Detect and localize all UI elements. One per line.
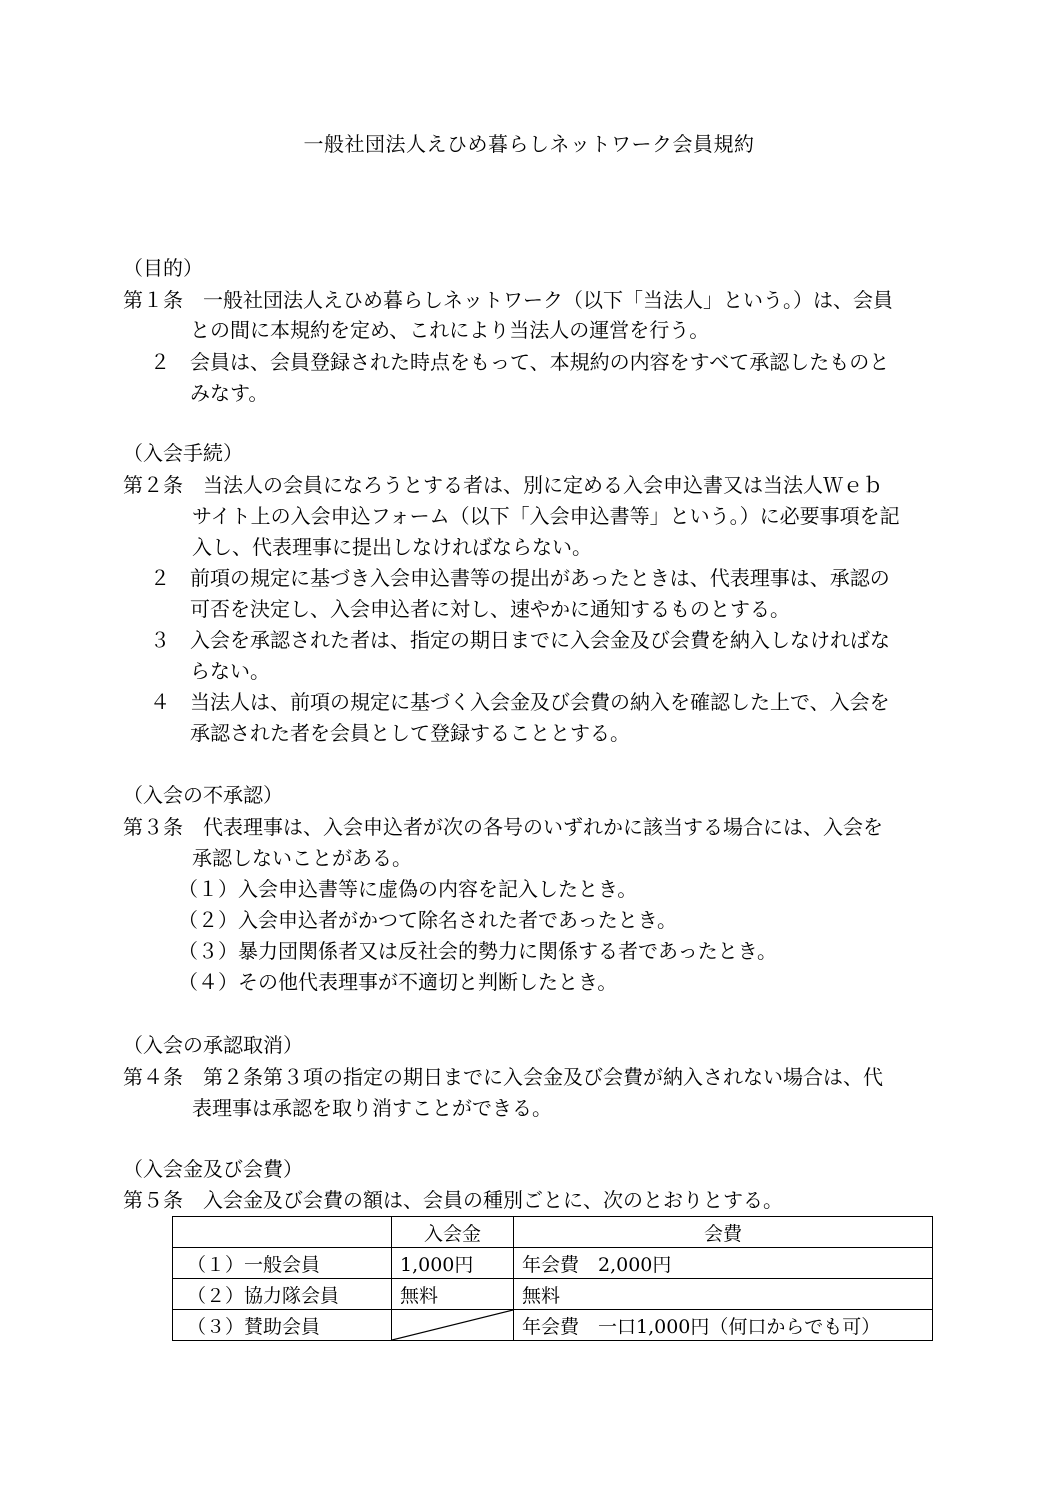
article-3-item-2: （２）入会申込者がかつて除名された者であったとき。 [178,908,677,932]
article-3-item-4: （４）その他代表理事が不適切と判断したとき。 [178,970,618,994]
entry-fee-cell: 1,000円 [392,1248,514,1279]
member-type-cell: （２）協力隊会員 [173,1279,392,1310]
table-row [173,1248,933,1279]
article-3-item-1: （１）入会申込書等に虚偽の内容を記入したとき。 [178,877,638,901]
article-2-para-3-number: ３ [150,628,170,652]
annual-fee-cell: 年会費 2,000円 [514,1248,933,1279]
article-3-item-3: （３）暴力団関係者又は反社会的勢力に関係する者であったとき。 [178,939,777,963]
fee-table-header-entry-fee: 入会金 [392,1217,514,1248]
member-type-cell: （１）一般会員 [173,1248,392,1279]
article-3-line-1: 第３条 代表理事は、入会申込者が次の各号のいずれかに該当する場合には、入会を [123,815,883,839]
article-5-heading: （入会金及び会費） [123,1157,303,1181]
not-applicable-diagonal-cell [392,1310,514,1341]
article-2-para-2-line-2: 可否を決定し、入会申込者に対し、速やかに通知するものとする。 [190,597,790,621]
article-1-para-2-line-1: 会員は、会員登録された時点をもって、本規約の内容をすべて承認したものと [190,350,890,374]
table-row [173,1279,933,1310]
article-1-line-2: との間に本規約を定め、これにより当法人の運営を行う。 [190,318,710,342]
article-3-line-2: 承認しないことがある。 [192,846,412,870]
article-2-heading: （入会手続） [123,441,243,465]
article-2-para-4-line-2: 承認された者を会員として登録することとする。 [190,721,630,745]
article-2-para-3-line-2: らない。 [190,659,270,683]
article-3-heading: （入会の不承認） [123,783,283,807]
fee-table-header-empty [173,1217,392,1248]
table-row [173,1310,933,1341]
annual-fee-cell: 無料 [514,1279,933,1310]
article-2-para-3-line-1: 入会を承認された者は、指定の期日までに入会金及び会費を納入しなければな [190,628,890,652]
fee-table-header-row [173,1217,933,1248]
document-title: 一般社団法人えひめ暮らしネットワーク会員規約 [303,132,755,156]
article-1-para-2-number: ２ [150,350,170,374]
article-2-para-2-number: ２ [150,566,170,590]
article-2-line-1: 第２条 当法人の会員になろうとする者は、別に定める入会申込書又は当法人Ｗｅｂ [123,473,883,497]
article-4-line-2: 表理事は承認を取り消すことができる。 [192,1096,552,1120]
article-2-line-2: サイト上の入会申込フォーム（以下「入会申込書等」という。）に必要事項を記 [192,504,900,528]
article-4-line-1: 第４条 第２条第３項の指定の期日までに入会金及び会費が納入されない場合は、代 [123,1065,883,1089]
article-2-para-4-line-1: 当法人は、前項の規定に基づく入会金及び会費の納入を確認した上で、入会を [190,690,890,714]
article-2-para-2-line-1: 前項の規定に基づき入会申込書等の提出があったときは、代表理事は、承認の [190,566,890,590]
article-5-line-1: 第５条 入会金及び会費の額は、会員の種別ごとに、次のとおりとする。 [123,1188,783,1212]
article-1-line-1: 第１条 一般社団法人えひめ暮らしネットワーク（以下「当法人」という。）は、会員 [123,288,893,312]
article-1-heading: （目的） [123,256,203,280]
member-type-cell: （３）賛助会員 [173,1310,392,1341]
article-2-line-3: 入し、代表理事に提出しなければならない。 [192,535,592,559]
article-4-heading: （入会の承認取消） [123,1033,303,1057]
annual-fee-cell: 年会費 一口1,000円（何口からでも可） [514,1310,933,1341]
article-1-para-2-line-2: みなす。 [190,381,269,405]
entry-fee-cell: 無料 [392,1279,514,1310]
diagonal-line-icon [392,1310,513,1340]
fee-table [172,1216,933,1341]
article-2-para-4-number: ４ [150,690,170,714]
fee-table-header-annual-fee: 会費 [514,1217,933,1248]
